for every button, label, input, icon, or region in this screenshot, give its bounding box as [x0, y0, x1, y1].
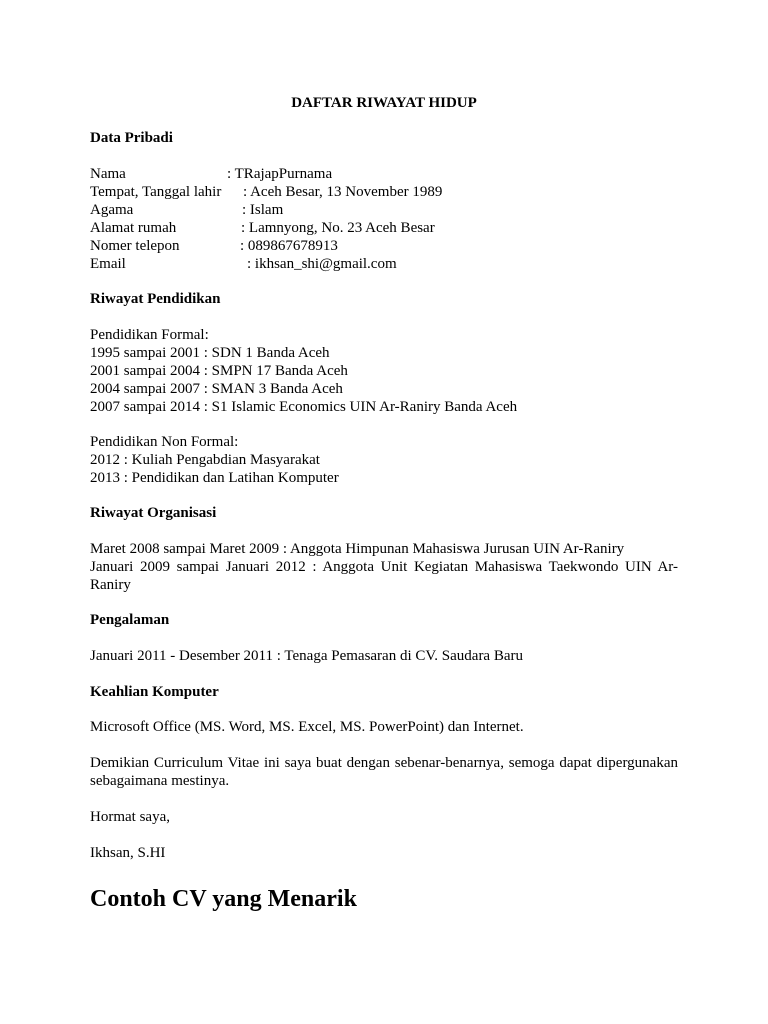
document-title: DAFTAR RIWAYAT HIDUP	[291, 95, 477, 111]
personal-value: : ikhsan_shi@gmail.com	[247, 256, 397, 272]
education-item: 2007 sampai 2014 : S1 Islamic Economics UIN Ar-Raniry Banda Aceh	[90, 399, 518, 415]
education-item: 1995 sampai 2001 : SDN 1 Banda Aceh	[90, 345, 330, 361]
experience-item: Januari 2011 - Desember 2011 : Tenaga Pemasaran di CV. Saudara Baru	[90, 648, 524, 664]
organization-item: Januari 2009 sampai Januari 2012 : Anggota Unit Kegiatan Mahasiswa Taekwondo UIN Ar-Raniry	[90, 559, 678, 593]
personal-label: Agama	[90, 202, 134, 218]
personal-label: Nomer telepon	[90, 238, 180, 254]
nonformal-education-heading: Pendidikan Non Formal:	[90, 434, 239, 450]
footer-heading: Contoh CV yang Menarik	[90, 886, 357, 912]
personal-value: : Islam	[242, 202, 284, 218]
education-item: 2004 sampai 2007 : SMAN 3 Banda Aceh	[90, 381, 343, 397]
formal-education-heading: Pendidikan Formal:	[90, 327, 209, 343]
section-heading-education: Riwayat Pendidikan	[90, 291, 221, 307]
personal-value: : Lamnyong, No. 23 Aceh Besar	[241, 220, 435, 236]
education-item: 2013 : Pendidikan dan Latihan Komputer	[90, 470, 339, 486]
personal-label: Nama	[90, 166, 126, 182]
education-item: 2001 sampai 2004 : SMPN 17 Banda Aceh	[90, 363, 348, 379]
organization-item: Maret 2008 sampai Maret 2009 : Anggota Himpunan Mahasiswa Jurusan UIN Ar-Raniry	[90, 541, 625, 557]
personal-value: : 089867678913	[240, 238, 338, 254]
section-heading-experience: Pengalaman	[90, 612, 170, 628]
personal-row-name	[90, 165, 126, 183]
section-heading-personal: Data Pribadi	[90, 130, 173, 146]
closing-regards: Hormat saya,	[90, 809, 170, 825]
closing-statement: Demikian Curriculum Vitae ini saya buat dengan sebenar-benarnya, semoga dapat dipergunakan sebagaimana mestinya.	[90, 755, 678, 789]
section-heading-organization: Riwayat Organisasi	[90, 505, 217, 521]
personal-value: : TRajapPurnama	[227, 166, 333, 182]
signature-name: Ikhsan, S.HI	[90, 845, 166, 861]
section-heading-skills: Keahlian Komputer	[90, 684, 219, 700]
personal-value: : Aceh Besar, 13 November 1989	[243, 184, 443, 200]
personal-label: Alamat rumah	[90, 220, 177, 236]
skills-item: Microsoft Office (MS. Word, MS. Excel, MS. PowerPoint) dan Internet.	[90, 719, 524, 735]
personal-label: Tempat, Tanggal lahir	[90, 184, 222, 200]
education-item: 2012 : Kuliah Pengabdian Masyarakat	[90, 452, 320, 468]
personal-label: Email	[90, 256, 126, 272]
